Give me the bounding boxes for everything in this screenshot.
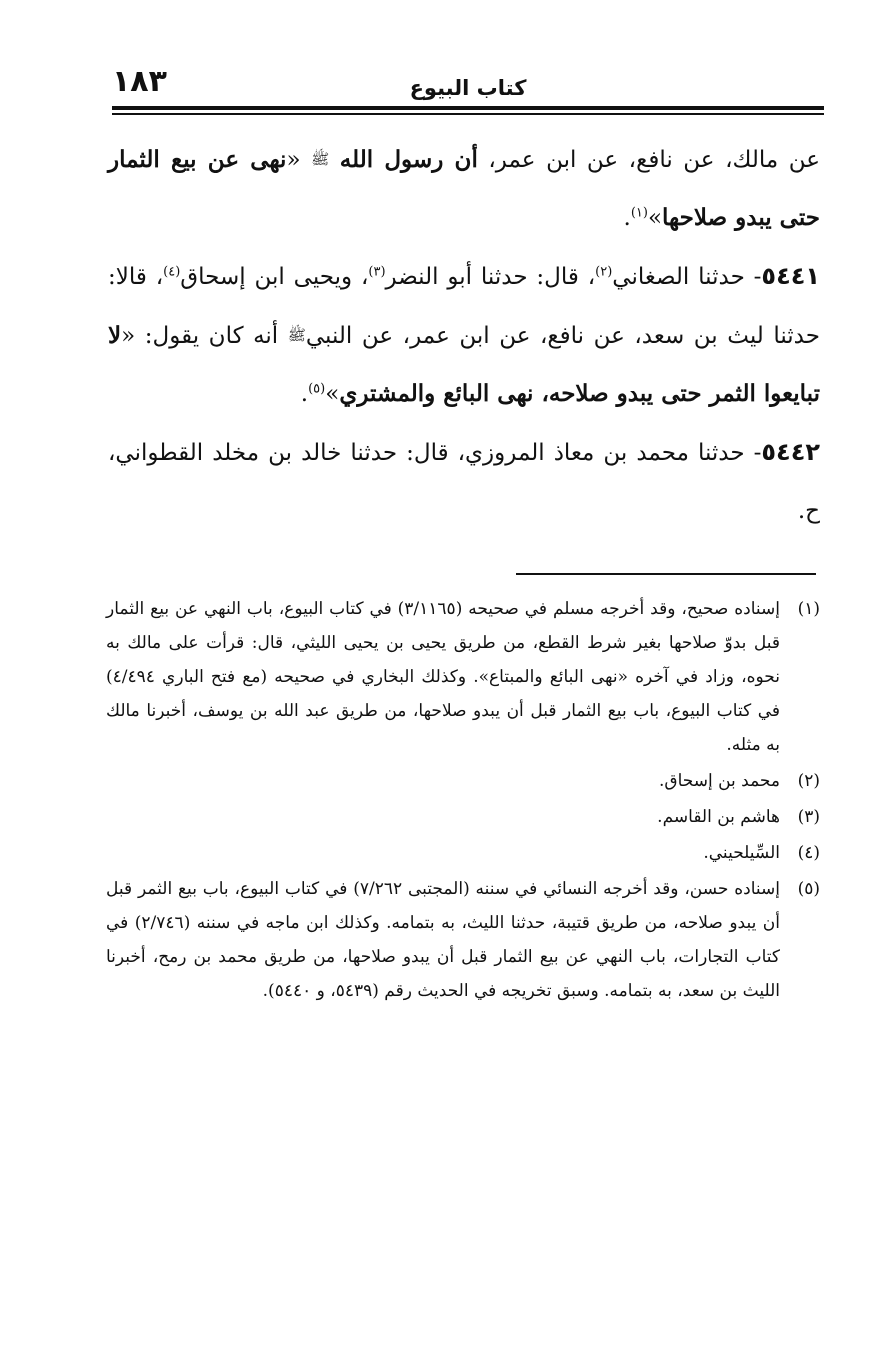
text-run: عن مالك، عن نافع، عن ابن عمر، xyxy=(477,147,820,173)
quote-close: » xyxy=(325,381,340,407)
footnote-text: إسناده حسن، وقد أخرجه النسائي في سننه (المجتبى ٧/٢٦٢) في كتاب البيوع، باب بيع الثمر قبل أن يبدو صلاحه، من طريق قتيبة، حدثنا الليث، به بتمامه. وكذلك ابن ماجه في سننه (٢/٧٤٦) في كتاب التجارات، باب النهي عن بيع الثمار قبل أن يبدو صلاحها، من طريق محمد بن رمح، أخبرنا الليث بن سعد، به بتمامه. وسبق تخريجه في الحديث رقم (٥٤٣٩، و ٥٤٤٠). xyxy=(106,879,780,1001)
footnote-text: هاشم بن القاسم. xyxy=(657,807,780,827)
running-title: كتاب البيوع xyxy=(409,76,527,100)
footnote-5 xyxy=(106,872,820,1008)
footnote-3 xyxy=(106,800,820,834)
hadith-number: ٥٤٤٢ xyxy=(761,438,820,466)
text-run: ، قالا: حدثنا ليث بن سعد، عن نافع، عن ابن عمر، عن النبي xyxy=(108,264,820,349)
footnote-ref: (٣) xyxy=(368,264,386,280)
text-run: أنه كان يقول: « xyxy=(121,323,288,349)
footnote-number: (٥) xyxy=(797,879,820,899)
text-run: - حدثنا محمد بن معاذ المروزي، قال: حدثنا خالد بن مخلد القطواني، ح. xyxy=(108,440,820,524)
text-run: - حدثنا الصغاني xyxy=(612,264,762,290)
honorific-glyph: ﷺ xyxy=(287,326,306,344)
footnote-ref: (٤) xyxy=(163,264,181,280)
footnotes xyxy=(106,592,820,1010)
quote-open: « xyxy=(286,147,312,173)
hadith-5442 xyxy=(108,423,820,540)
hadith-text: نهى عن بيع الثمار حتى يبدو صلاحها xyxy=(108,146,820,231)
paragraph-continuation xyxy=(108,130,820,247)
text-run-bold: أن رسول الله xyxy=(339,146,478,173)
quote-close: » xyxy=(647,205,663,231)
footnote-ref: (١) xyxy=(630,205,648,221)
footnote-4 xyxy=(106,836,820,870)
hadith-text: لا تبايعوا الثمر حتى يبدو صلاحه، نهى البائع والمشتري xyxy=(108,322,820,407)
footnote-text: محمد بن إسحاق. xyxy=(658,771,780,791)
footnote-1 xyxy=(106,592,820,762)
footnote-number: (١) xyxy=(797,599,820,619)
honorific-glyph: ﷺ xyxy=(311,150,330,168)
footnote-number: (٤) xyxy=(797,843,820,863)
page-header xyxy=(112,62,824,106)
main-text xyxy=(108,130,820,540)
header-rule-thick xyxy=(112,106,824,110)
text-run: ، ويحيى ابن إسحاق xyxy=(180,264,369,290)
header-rule-thin xyxy=(112,113,824,115)
footnote-text: إسناده صحيح، وقد أخرجه مسلم في صحيحه (٣/١١٦٥) في كتاب البيوع، باب النهي عن بيع الثمار قبل بدوّ صلاحها بغير شرط القطع، من طريق يحيى بن يحيى الليثي، قال: قرأت على مالك به نحوه، وزاد في آخره «نهى البائع والمبتاع». وكذلك البخاري في صحيحه (مع فتح الباري ٤/٤٩٤) في كتاب البيوع، باب بيع الثمار قبل أن يبدو صلاحها، من طريق عبد الله بن يوسف، أخبرنا مالك به مثله. xyxy=(106,599,780,755)
text-run: . xyxy=(300,381,309,407)
footnote-ref: (٥) xyxy=(308,381,326,397)
text-run: . xyxy=(623,205,631,231)
footnote-text: السِّيلحيني. xyxy=(703,843,780,863)
text-run: ، قال: حدثنا أبو النضر xyxy=(385,264,596,290)
footnote-number: (٣) xyxy=(797,807,820,827)
hadith-5441 xyxy=(108,247,820,423)
page-number: ١٨٣ xyxy=(112,64,167,99)
footnote-2 xyxy=(106,764,820,798)
footnote-ref: (٢) xyxy=(595,264,613,280)
footnote-separator xyxy=(516,573,816,575)
hadith-number: ٥٤٤١ xyxy=(761,262,821,290)
footnote-number: (٢) xyxy=(797,771,820,791)
